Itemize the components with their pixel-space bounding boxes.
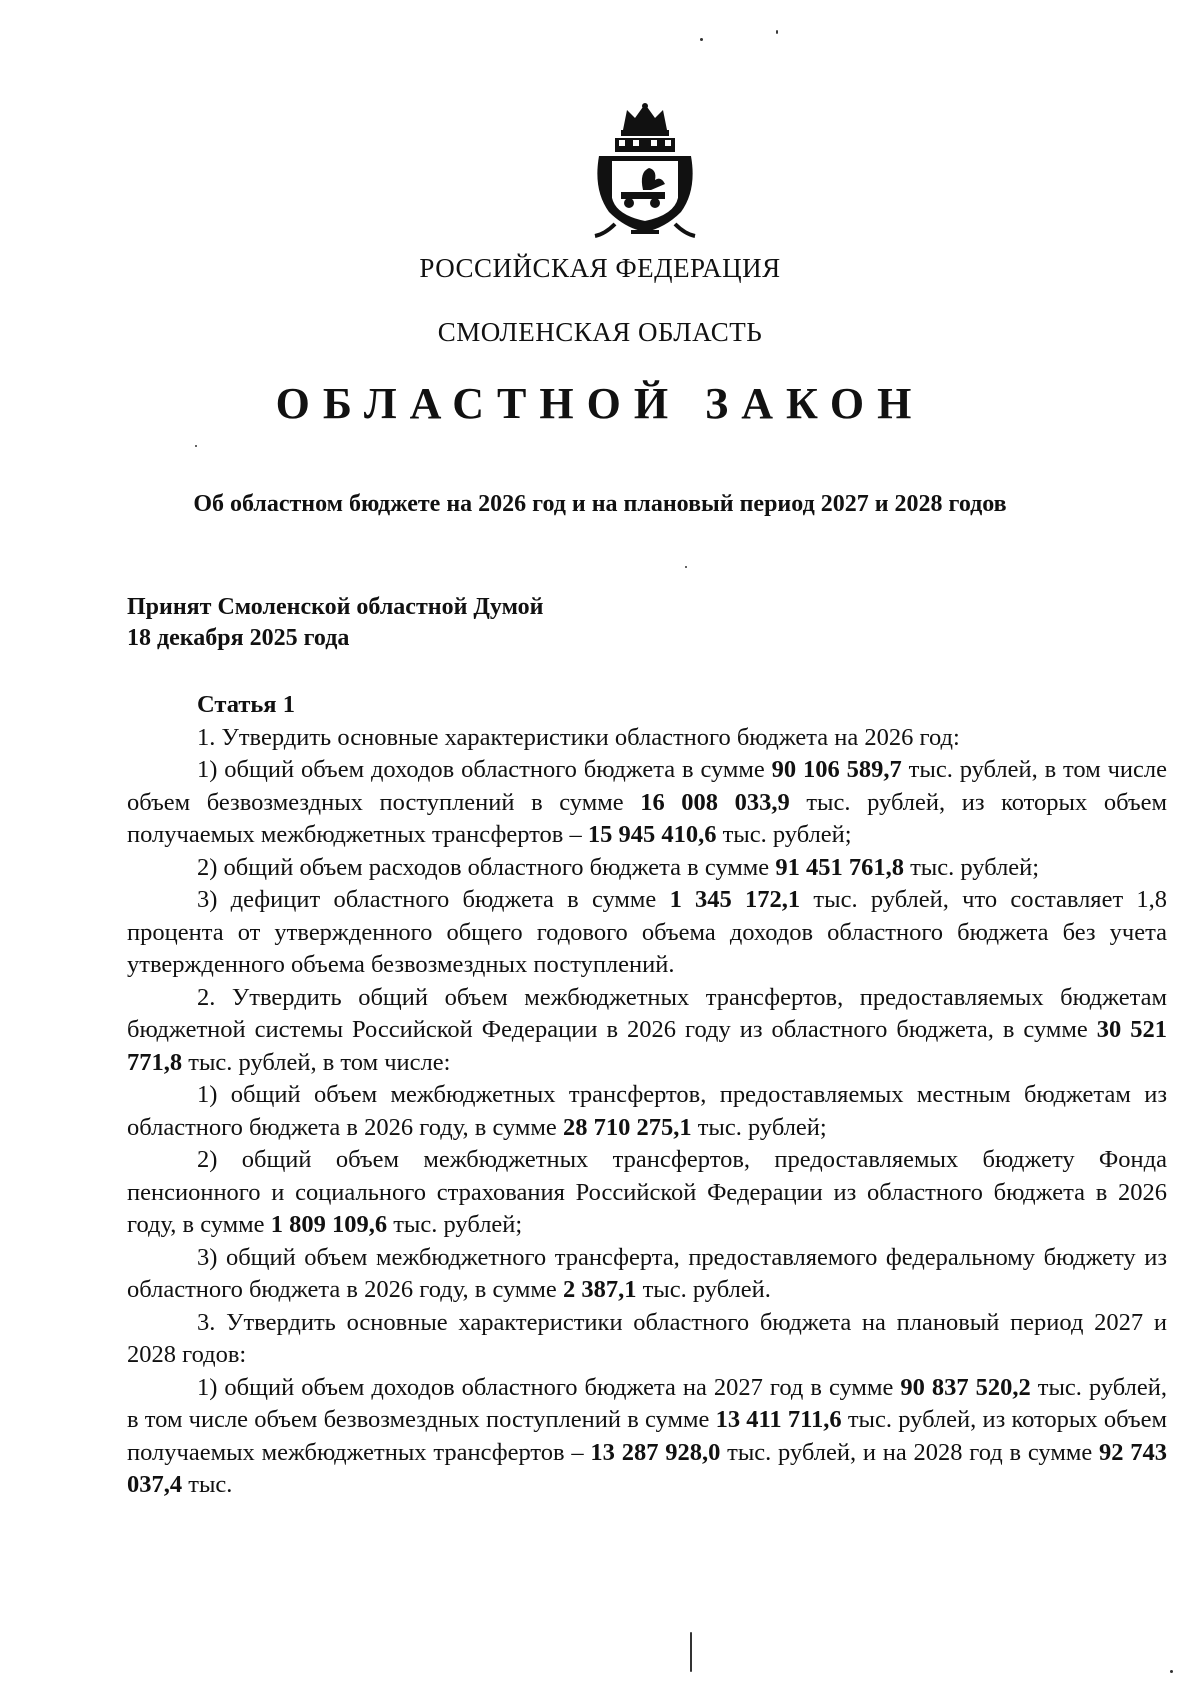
country-heading: РОССИЙСКАЯ ФЕДЕРАЦИЯ [419, 253, 781, 283]
article-heading: Статья 1 [197, 691, 295, 718]
coat-of-arms-icon [585, 100, 705, 240]
clause-3-item-1: 1) общий объем доходов областного бюджета на 2027 год в сумме 90 837 520,2 тыс. рублей, в том числе объем безвозмездных поступлений в сумме 13 411 711,6 тыс. рублей, из которых объем получаемых межбюджетных трансфертов – 13 287 928,0 тыс. рублей, и на 2028 год в сумме 92 743 037,4 тыс. [127, 1373, 1168, 1498]
clause-1-item-3: 3) дефицит областного бюджета в сумме 1 345 172,1 тыс. рублей, что составляет 1,8 процента от утвержденного общего годового объема доходов областного бюджета без учета утвержденного объема безвозмездных поступлений. [127, 886, 1168, 978]
clause-3: 3. Утвердить основные характеристики областного бюджета на плановый период 2027 и 2028 годов: [127, 1308, 1167, 1368]
clause-2: 2. Утвердить общий объем межбюджетных трансфертов, предоставляемых бюджетам бюджетной системы Российской Федерации в 2026 году из областного бюджета, в сумме 30 521 771,8 тыс. рублей, в том числе: [127, 983, 1168, 1076]
scan-speck [690, 1632, 692, 1672]
scan-speck [700, 38, 703, 41]
region-heading: СМОЛЕНСКАЯ ОБЛАСТЬ [437, 317, 763, 347]
adoption-body: Принят Смоленской областной Думой [127, 594, 544, 620]
adoption-info [127, 592, 543, 654]
clause-2-item-3: 3) общий объем межбюджетного трансферта, предоставляемого федеральному бюджету из областного бюджета в 2026 году, в сумме 2 387,1 тыс. рублей. [127, 1243, 1167, 1303]
clause-2-item-1: 1) общий объем межбюджетных трансфертов, предоставляемых местным бюджетам из областного бюджета в 2026 году, в сумме 28 710 275,1 тыс. рублей; [127, 1081, 1167, 1141]
adoption-date: 18 декабря 2025 года [127, 625, 350, 651]
document-type-heading: ОБЛАСТНОЙ ЗАКОН [275, 379, 925, 428]
clause-2-item-2: 2) общий объем межбюджетных трансфертов, предоставляемых бюджету Фонда пенсионного и социального страхования Российской Федерации из областного бюджета в 2026 году, в сумме 1 809 109,6 тыс. рублей; [127, 1146, 1167, 1238]
clause-1-item-2: 2) общий объем расходов областного бюджета в сумме 91 451 761,8 тыс. рублей; [197, 853, 1040, 881]
scan-speck [1170, 1670, 1173, 1673]
clause-1: 1. Утвердить основные характеристики областного бюджета на 2026 год: [197, 723, 960, 751]
law-title: Об областном бюджете на 2026 год и на плановый период 2027 и 2028 годов [193, 491, 1007, 517]
law-body [127, 689, 1167, 1502]
clause-1-item-1: 1) общий объем доходов областного бюджета в сумме 90 106 589,7 тыс. рублей, в том числе объем безвозмездных поступлений в сумме 16 008 033,9 тыс. рублей, из которых объем получаемых межбюджетных трансфертов – 15 945 410,6 тыс. рублей; [127, 756, 1168, 848]
scan-speck [685, 566, 687, 568]
scan-speck [776, 30, 778, 34]
scan-speck [195, 445, 197, 447]
